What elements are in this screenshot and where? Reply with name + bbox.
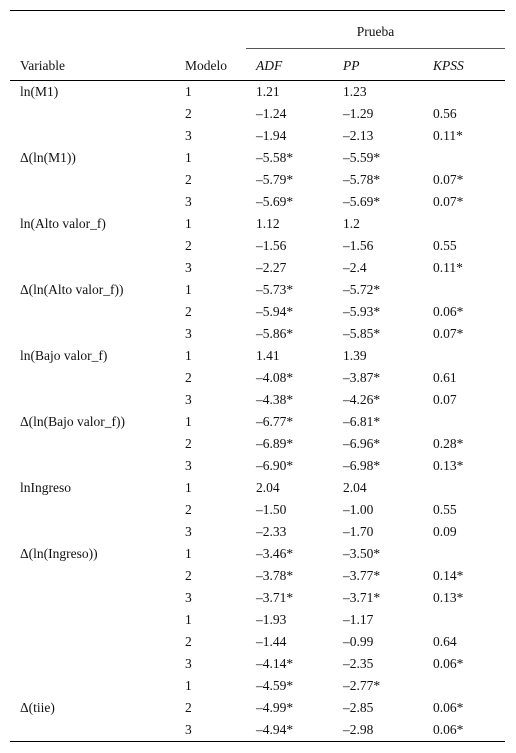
table-row: [10, 719, 505, 742]
cell-pp: –2.85: [343, 700, 374, 715]
cell-kpss: 0.61: [433, 370, 457, 385]
table-row: [10, 147, 505, 169]
cell-pp: –2.77*: [343, 678, 381, 693]
cell-kpss: 0.06*: [433, 304, 464, 319]
cell-modelo: 3: [185, 194, 192, 209]
cell-variable: ln(M1): [20, 84, 59, 99]
cell-pp: –5.59*: [343, 150, 381, 165]
cell-adf: –1.56: [256, 238, 287, 253]
cell-adf: –4.14*: [256, 656, 294, 671]
cell-variable: [10, 609, 175, 631]
cell-pp: –2.4: [343, 260, 367, 275]
cell-variable: [10, 169, 175, 191]
header-row-columns: [10, 49, 505, 81]
table-row: [10, 323, 505, 345]
cell-adf: –3.71*: [256, 590, 294, 605]
cell-variable: [10, 587, 175, 609]
cell-variable: [10, 653, 175, 675]
cell-kpss: 0.07: [433, 392, 457, 407]
cell-variable: [10, 565, 175, 587]
cell-modelo: 3: [185, 524, 192, 539]
cell-kpss: [423, 477, 505, 499]
cell-variable: [10, 301, 175, 323]
cell-variable: lnIngreso: [20, 480, 71, 495]
cell-variable: [10, 367, 175, 389]
cell-kpss: 0.07*: [433, 194, 464, 209]
cell-variable: [10, 675, 175, 697]
table-row: [10, 565, 505, 587]
cell-variable: [10, 433, 175, 455]
cell-pp: –2.98: [333, 719, 423, 742]
table-body: [10, 81, 505, 742]
cell-adf: –1.93: [256, 612, 287, 627]
cell-pp: –3.87*: [343, 370, 381, 385]
cell-kpss: 0.55: [433, 502, 457, 517]
cell-modelo: 3: [185, 590, 192, 605]
header-pp: PP: [333, 49, 423, 81]
cell-modelo: 1: [185, 216, 192, 231]
cell-kpss: 0.06*: [433, 656, 464, 671]
cell-adf: –1.50: [256, 502, 287, 517]
header-adf: ADF: [246, 49, 333, 81]
header-row-group: [10, 11, 505, 49]
cell-pp: –2.13: [343, 128, 374, 143]
cell-kpss: 0.06*: [433, 700, 464, 715]
table-row: [10, 81, 505, 104]
cell-modelo: 1: [185, 84, 192, 99]
cell-modelo: 1: [185, 612, 192, 627]
cell-modelo: 2: [185, 238, 192, 253]
cell-variable: [10, 499, 175, 521]
cell-pp: –1.17: [343, 612, 374, 627]
cell-pp: –0.99: [343, 634, 374, 649]
table-row: [10, 499, 505, 521]
table-row: [10, 257, 505, 279]
table-row: [10, 103, 505, 125]
cell-pp: –5.69*: [343, 194, 381, 209]
header-blank-modelo: [175, 11, 246, 49]
cell-kpss: 0.11*: [433, 260, 463, 275]
cell-adf: 2.04: [256, 480, 280, 495]
cell-kpss: 0.14*: [433, 568, 464, 583]
cell-modelo: 1: [185, 414, 192, 429]
table-row: [10, 433, 505, 455]
table-row: [10, 653, 505, 675]
cell-modelo: 2: [185, 700, 192, 715]
cell-pp: –6.81*: [343, 414, 381, 429]
cell-adf: –5.94*: [256, 304, 294, 319]
cell-pp: –5.78*: [343, 172, 381, 187]
cell-variable: Δ(ln(Alto valor_f)): [20, 282, 124, 297]
cell-adf: 1.12: [256, 216, 280, 231]
table-row: [10, 543, 505, 565]
cell-pp: –5.93*: [343, 304, 381, 319]
cell-modelo: 3: [175, 719, 246, 742]
table-row: [10, 213, 505, 235]
table-row: [10, 169, 505, 191]
cell-modelo: 1: [185, 546, 192, 561]
cell-kpss: [423, 147, 505, 169]
cell-modelo: 3: [185, 458, 192, 473]
cell-pp: –1.00: [343, 502, 374, 517]
cell-kpss: 0.11*: [433, 128, 463, 143]
cell-modelo: 3: [185, 326, 192, 341]
cell-kpss: [423, 543, 505, 565]
cell-pp: –1.29: [343, 106, 374, 121]
cell-adf: –6.90*: [256, 458, 294, 473]
table-row: [10, 235, 505, 257]
cell-modelo: 3: [185, 128, 192, 143]
cell-adf: –5.69*: [256, 194, 294, 209]
cell-modelo: 2: [185, 634, 192, 649]
cell-adf: 1.21: [256, 84, 280, 99]
cell-kpss: [423, 609, 505, 631]
cell-modelo: 1: [185, 282, 192, 297]
header-blank-variable: [10, 11, 175, 49]
cell-variable: [10, 719, 175, 742]
unit-root-tests-table: [10, 10, 505, 742]
cell-kpss: 0.09: [433, 524, 457, 539]
table-row: [10, 389, 505, 411]
cell-adf: –6.77*: [256, 414, 294, 429]
cell-adf: –3.78*: [256, 568, 294, 583]
cell-variable: [10, 631, 175, 653]
table-row: [10, 279, 505, 301]
table-row: [10, 587, 505, 609]
cell-pp: 1.23: [343, 84, 367, 99]
cell-modelo: 1: [185, 480, 192, 495]
cell-pp: –4.26*: [343, 392, 381, 407]
header-prueba: Prueba: [246, 11, 505, 49]
cell-modelo: 2: [185, 502, 192, 517]
cell-adf: –4.08*: [256, 370, 294, 385]
cell-modelo: 2: [185, 304, 192, 319]
cell-kpss: [423, 411, 505, 433]
cell-pp: –6.96*: [343, 436, 381, 451]
table-row: [10, 125, 505, 147]
cell-adf: –6.89*: [256, 436, 294, 451]
cell-variable: [10, 191, 175, 213]
cell-pp: –5.85*: [343, 326, 381, 341]
cell-variable: ln(Alto valor_f): [20, 216, 106, 231]
cell-variable: Δ(ln(M1)): [20, 150, 76, 165]
cell-kpss: [423, 675, 505, 697]
cell-variable: [10, 235, 175, 257]
cell-kpss: 0.13*: [433, 590, 464, 605]
cell-pp: –1.70: [343, 524, 374, 539]
cell-modelo: 3: [185, 392, 192, 407]
cell-modelo: 2: [185, 370, 192, 385]
cell-pp: 1.2: [343, 216, 360, 231]
table-row: [10, 697, 505, 719]
header-kpss: KPSS: [423, 49, 505, 81]
cell-kpss: 0.28*: [433, 436, 464, 451]
cell-variable: Δ(ln(Bajo valor_f)): [20, 414, 126, 429]
unit-root-tests-table-container: [10, 10, 505, 742]
table-row: [10, 411, 505, 433]
cell-variable: [10, 323, 175, 345]
cell-modelo: 1: [185, 150, 192, 165]
cell-variable: [10, 103, 175, 125]
cell-kpss: 0.07*: [433, 172, 464, 187]
cell-adf: –5.86*: [256, 326, 294, 341]
cell-kpss: [423, 81, 505, 104]
cell-modelo: 2: [185, 172, 192, 187]
cell-adf: –1.24: [256, 106, 287, 121]
cell-kpss: 0.13*: [433, 458, 464, 473]
table-row: [10, 345, 505, 367]
cell-pp: 2.04: [343, 480, 367, 495]
table-row: [10, 675, 505, 697]
cell-pp: –1.56: [343, 238, 374, 253]
cell-adf: –2.27: [256, 260, 287, 275]
cell-variable: [10, 389, 175, 411]
cell-adf: –4.94*: [246, 719, 333, 742]
table-header: [10, 11, 505, 81]
cell-adf: –1.44: [256, 634, 287, 649]
table-row: [10, 521, 505, 543]
table-row: [10, 191, 505, 213]
cell-modelo: 2: [185, 106, 192, 121]
cell-variable: [10, 521, 175, 543]
header-modelo: Modelo: [175, 49, 246, 81]
cell-variable: ln(Bajo valor_f): [20, 348, 108, 363]
cell-modelo: 3: [185, 260, 192, 275]
cell-adf: –4.38*: [256, 392, 294, 407]
cell-modelo: 2: [185, 568, 192, 583]
cell-modelo: 2: [185, 436, 192, 451]
cell-pp: –2.35: [343, 656, 374, 671]
table-row: [10, 455, 505, 477]
cell-adf: –3.46*: [256, 546, 294, 561]
cell-kpss: 0.56: [433, 106, 457, 121]
cell-pp: –3.50*: [343, 546, 381, 561]
cell-pp: –5.72*: [343, 282, 381, 297]
cell-adf: –5.79*: [256, 172, 294, 187]
cell-variable: [10, 257, 175, 279]
cell-variable: Δ(tiie): [20, 700, 55, 715]
cell-kpss: [423, 345, 505, 367]
table-row: [10, 367, 505, 389]
cell-kpss: [423, 213, 505, 235]
cell-modelo: 1: [185, 348, 192, 363]
cell-adf: –5.73*: [256, 282, 294, 297]
cell-kpss: [423, 279, 505, 301]
cell-pp: –3.77*: [343, 568, 381, 583]
cell-modelo: 3: [185, 656, 192, 671]
header-variable: Variable: [10, 49, 175, 81]
cell-pp: 1.39: [343, 348, 367, 363]
cell-adf: –4.59*: [256, 678, 294, 693]
cell-adf: –2.33: [256, 524, 287, 539]
cell-variable: Δ(ln(Ingreso)): [20, 546, 98, 561]
cell-variable: [10, 125, 175, 147]
cell-adf: –5.58*: [256, 150, 294, 165]
cell-adf: –1.94: [256, 128, 287, 143]
table-row: [10, 301, 505, 323]
table-row: [10, 609, 505, 631]
cell-kpss: 0.55: [433, 238, 457, 253]
cell-pp: –3.71*: [343, 590, 381, 605]
cell-adf: –4.99*: [256, 700, 294, 715]
cell-kpss: 0.07*: [433, 326, 464, 341]
cell-kpss: 0.06*: [423, 719, 505, 742]
table-row: [10, 477, 505, 499]
cell-adf: 1.41: [256, 348, 280, 363]
table-row: [10, 631, 505, 653]
cell-pp: –6.98*: [343, 458, 381, 473]
cell-modelo: 1: [185, 678, 192, 693]
cell-kpss: 0.64: [433, 634, 457, 649]
cell-variable: [10, 455, 175, 477]
